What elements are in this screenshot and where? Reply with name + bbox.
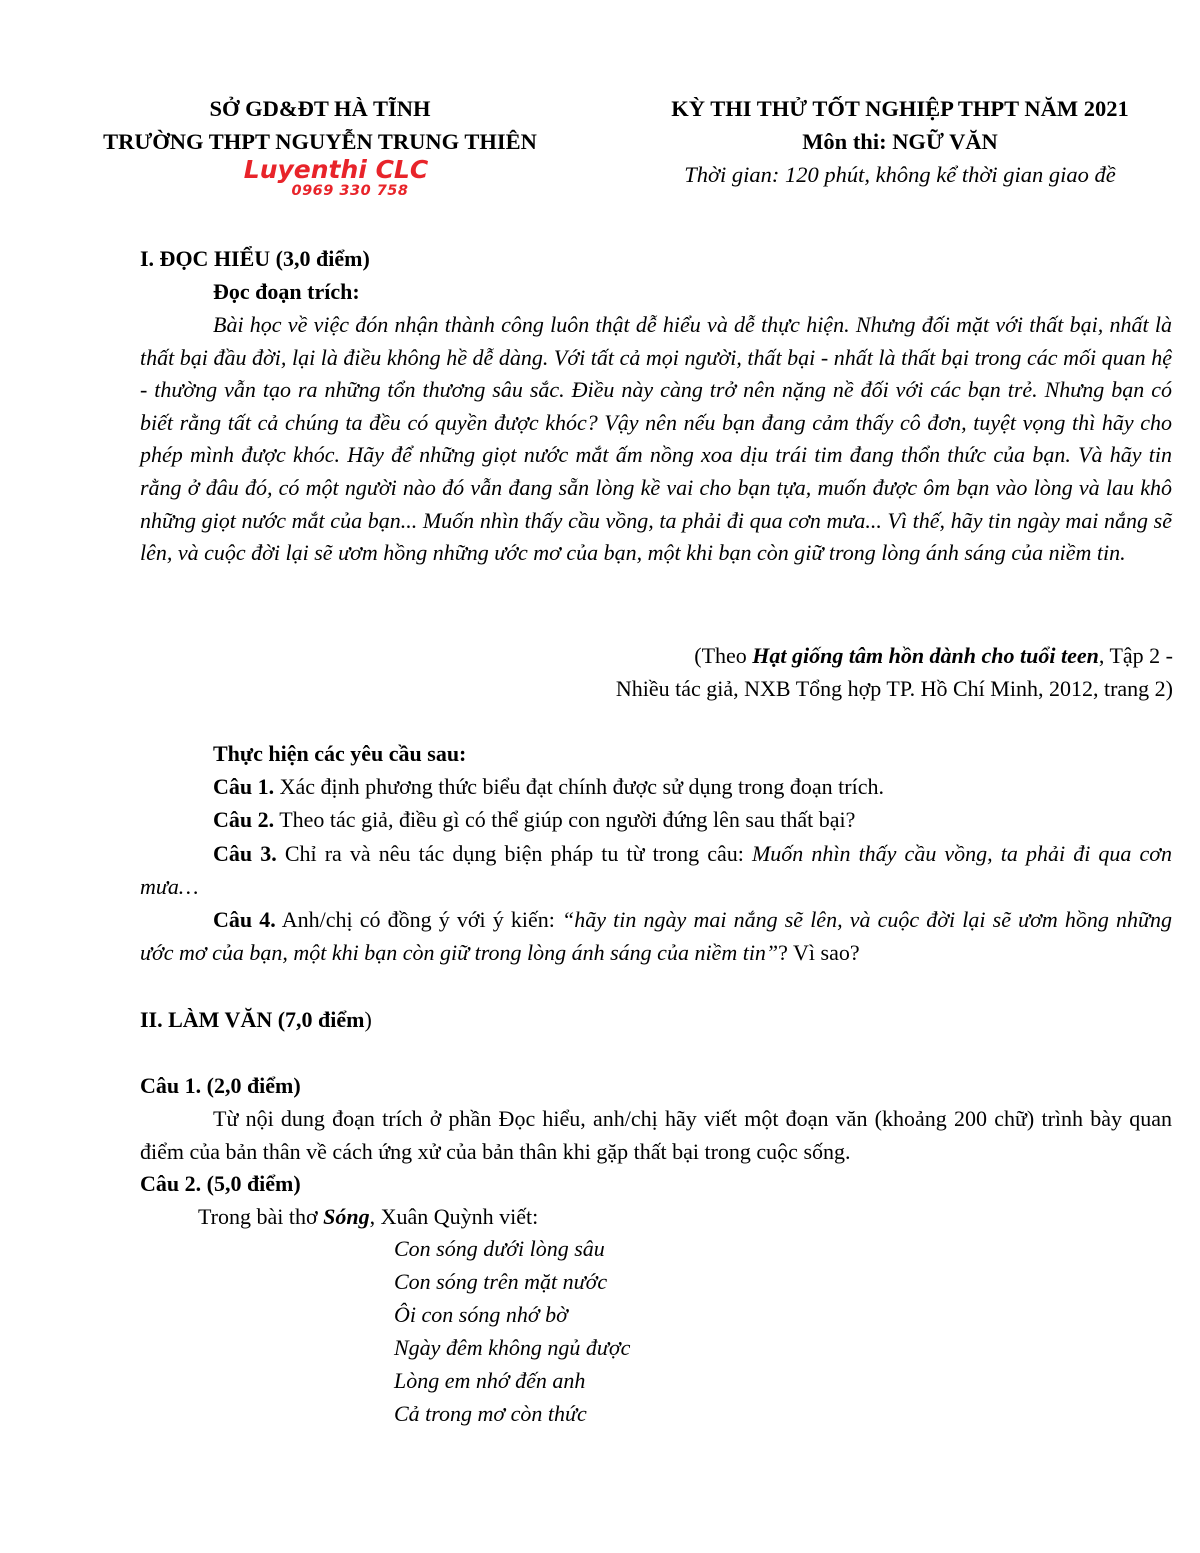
question-3-quote: Muốn nhìn thấy cầu vồng, ta phải đi qua cơn mưa… — [140, 841, 1173, 899]
question-1 — [213, 772, 884, 802]
passage-label: Đọc đoạn trích: — [213, 279, 360, 304]
section2-heading — [140, 1005, 372, 1035]
poem-line: Ngày đêm không ngủ được — [394, 1335, 631, 1360]
exam-header — [600, 92, 1200, 191]
school-name: TRƯỜNG THPT NGUYỄN TRUNG THIÊN — [103, 129, 537, 154]
question-4-quote: “hãy tin ngày mai nắng sẽ lên, và cuộc đời lại sẽ ươm hồng những ước mơ của bạn, một khi bạn còn giữ trong lòng ánh sáng của niềm tin” — [140, 907, 1172, 965]
exam-time: Thời gian: 120 phút, không kể thời gian giao đề — [684, 162, 1116, 187]
source-line2: Nhiều tác giả, NXB Tổng hợp TP. Hồ Chí Minh, 2012, trang 2) — [615, 676, 1173, 701]
source-book-title: Hạt giống tâm hồn dành cho tuổi teen — [752, 643, 1099, 668]
source-prefix: (Theo — [694, 643, 753, 668]
essay-2-intro-a: Trong bài thơ — [198, 1204, 324, 1229]
source-line1 — [616, 639, 1173, 672]
luyenthi-logo: Luyenthi CLC — [243, 155, 429, 184]
question-4-text: Anh/chị có đồng ý với ý kiến: — [275, 907, 563, 932]
poem-line: Con sóng dưới lòng sâu — [394, 1236, 605, 1261]
poem-line: Lòng em nhớ đến anh — [394, 1368, 586, 1393]
school-header — [50, 92, 590, 158]
section1-heading: I. ĐỌC HIỂU (3,0 điểm) — [140, 246, 370, 271]
question-3-text: Chỉ ra và nêu tác dụng biện pháp tu từ trong câu: — [276, 841, 752, 866]
question-4-label: Câu 4. — [213, 907, 276, 932]
section2-heading-close: ) — [364, 1007, 372, 1032]
tasks-heading: Thực hiện các yêu cầu sau: — [213, 741, 467, 766]
question-1-label: Câu 1. — [213, 774, 275, 799]
section2-heading-text: II. LÀM VĂN (7,0 điểm — [140, 1007, 365, 1032]
essay-1-heading: Câu 1. (2,0 điểm) — [140, 1073, 301, 1098]
source-suffix: , Tập 2 - — [1098, 643, 1173, 668]
question-4-end: ? Vì sao? — [778, 939, 860, 965]
exam-title: KỲ THI THỬ TỐT NGHIỆP THPT NĂM 2021 — [671, 96, 1129, 121]
poem-line: Con sóng trên mặt nước — [394, 1269, 608, 1294]
question-1-text: Xác định phương thức biểu đạt chính được sử dụng trong đoạn trích. — [274, 774, 884, 799]
logo-phone: 0969 330 758 — [291, 183, 409, 199]
poem-excerpt — [394, 1232, 630, 1430]
question-2 — [213, 805, 855, 835]
essay-2-heading: Câu 2. (5,0 điểm) — [140, 1171, 301, 1196]
poem-title: Sóng — [323, 1204, 370, 1229]
reading-passage: Bài học về việc đón nhận thành công luôn thật dễ hiểu và dễ thực hiện. Nhưng đối mặt với thất bại, nhất là thất bại đầu đời, lại là điều không hề dễ dàng. Với tất cả mọi người, thất bại - nhất là thất bại trong các mối quan hệ - thường vẫn tạo ra những tổn thương sâu sắc. Điều này càng trở nên nặng nề đối với các bạn trẻ. Nhưng bạn có biết rằng tất cả chúng ta đều có quyền được khóc? Vậy nên nếu bạn đang cảm thấy cô đơn, tuyệt vọng thì hãy cho phép mình được khóc. Hãy để những giọt nước mắt ấm nồng xoa dịu trái tim đang thổn thức của bạn. Và hãy tin rằng ở đâu đó, có một người nào đó vẫn đang sẵn lòng kề vai cho bạn tựa, muốn được ôm bạn vào lòng và lau khô những giọt nước mắt của bạn... Muốn nhìn thấy cầu vồng, ta phải đi qua cơn mưa... Vì thế, hãy tin ngày mai nắng sẽ lên, và cuộc đời lại sẽ ươm hồng những ước mơ của bạn, một khi bạn còn giữ trong lòng ánh sáng của niềm tin. — [140, 312, 1172, 566]
essay-1-prompt: Từ nội dung đoạn trích ở phần Đọc hiểu, anh/chị hãy viết một đoạn văn (khoảng 200 chữ) trình bày quan điểm của bản thân về cách ứng xử của bản thân khi gặp thất bại trong cuộc sống. — [140, 1106, 1172, 1164]
department-name: SỞ GD&ĐT HÀ TĨNH — [209, 96, 431, 121]
essay-2-intro-b: , Xuân Quỳnh viết: — [369, 1204, 539, 1229]
poem-line: Cả trong mơ còn thức — [394, 1401, 587, 1426]
question-2-text: Theo tác giả, điều gì có thể giúp con người đứng lên sau thất bại? — [274, 807, 856, 832]
question-3 — [140, 838, 1172, 903]
question-2-label: Câu 2. — [213, 807, 275, 832]
question-3-label: Câu 3. — [213, 841, 277, 866]
essay-2-intro — [198, 1202, 538, 1232]
exam-subject: Môn thi: NGỮ VĂN — [802, 129, 998, 154]
source-citation — [616, 639, 1173, 705]
poem-line: Ôi con sóng nhớ bờ — [394, 1302, 568, 1327]
question-4 — [140, 904, 1172, 969]
